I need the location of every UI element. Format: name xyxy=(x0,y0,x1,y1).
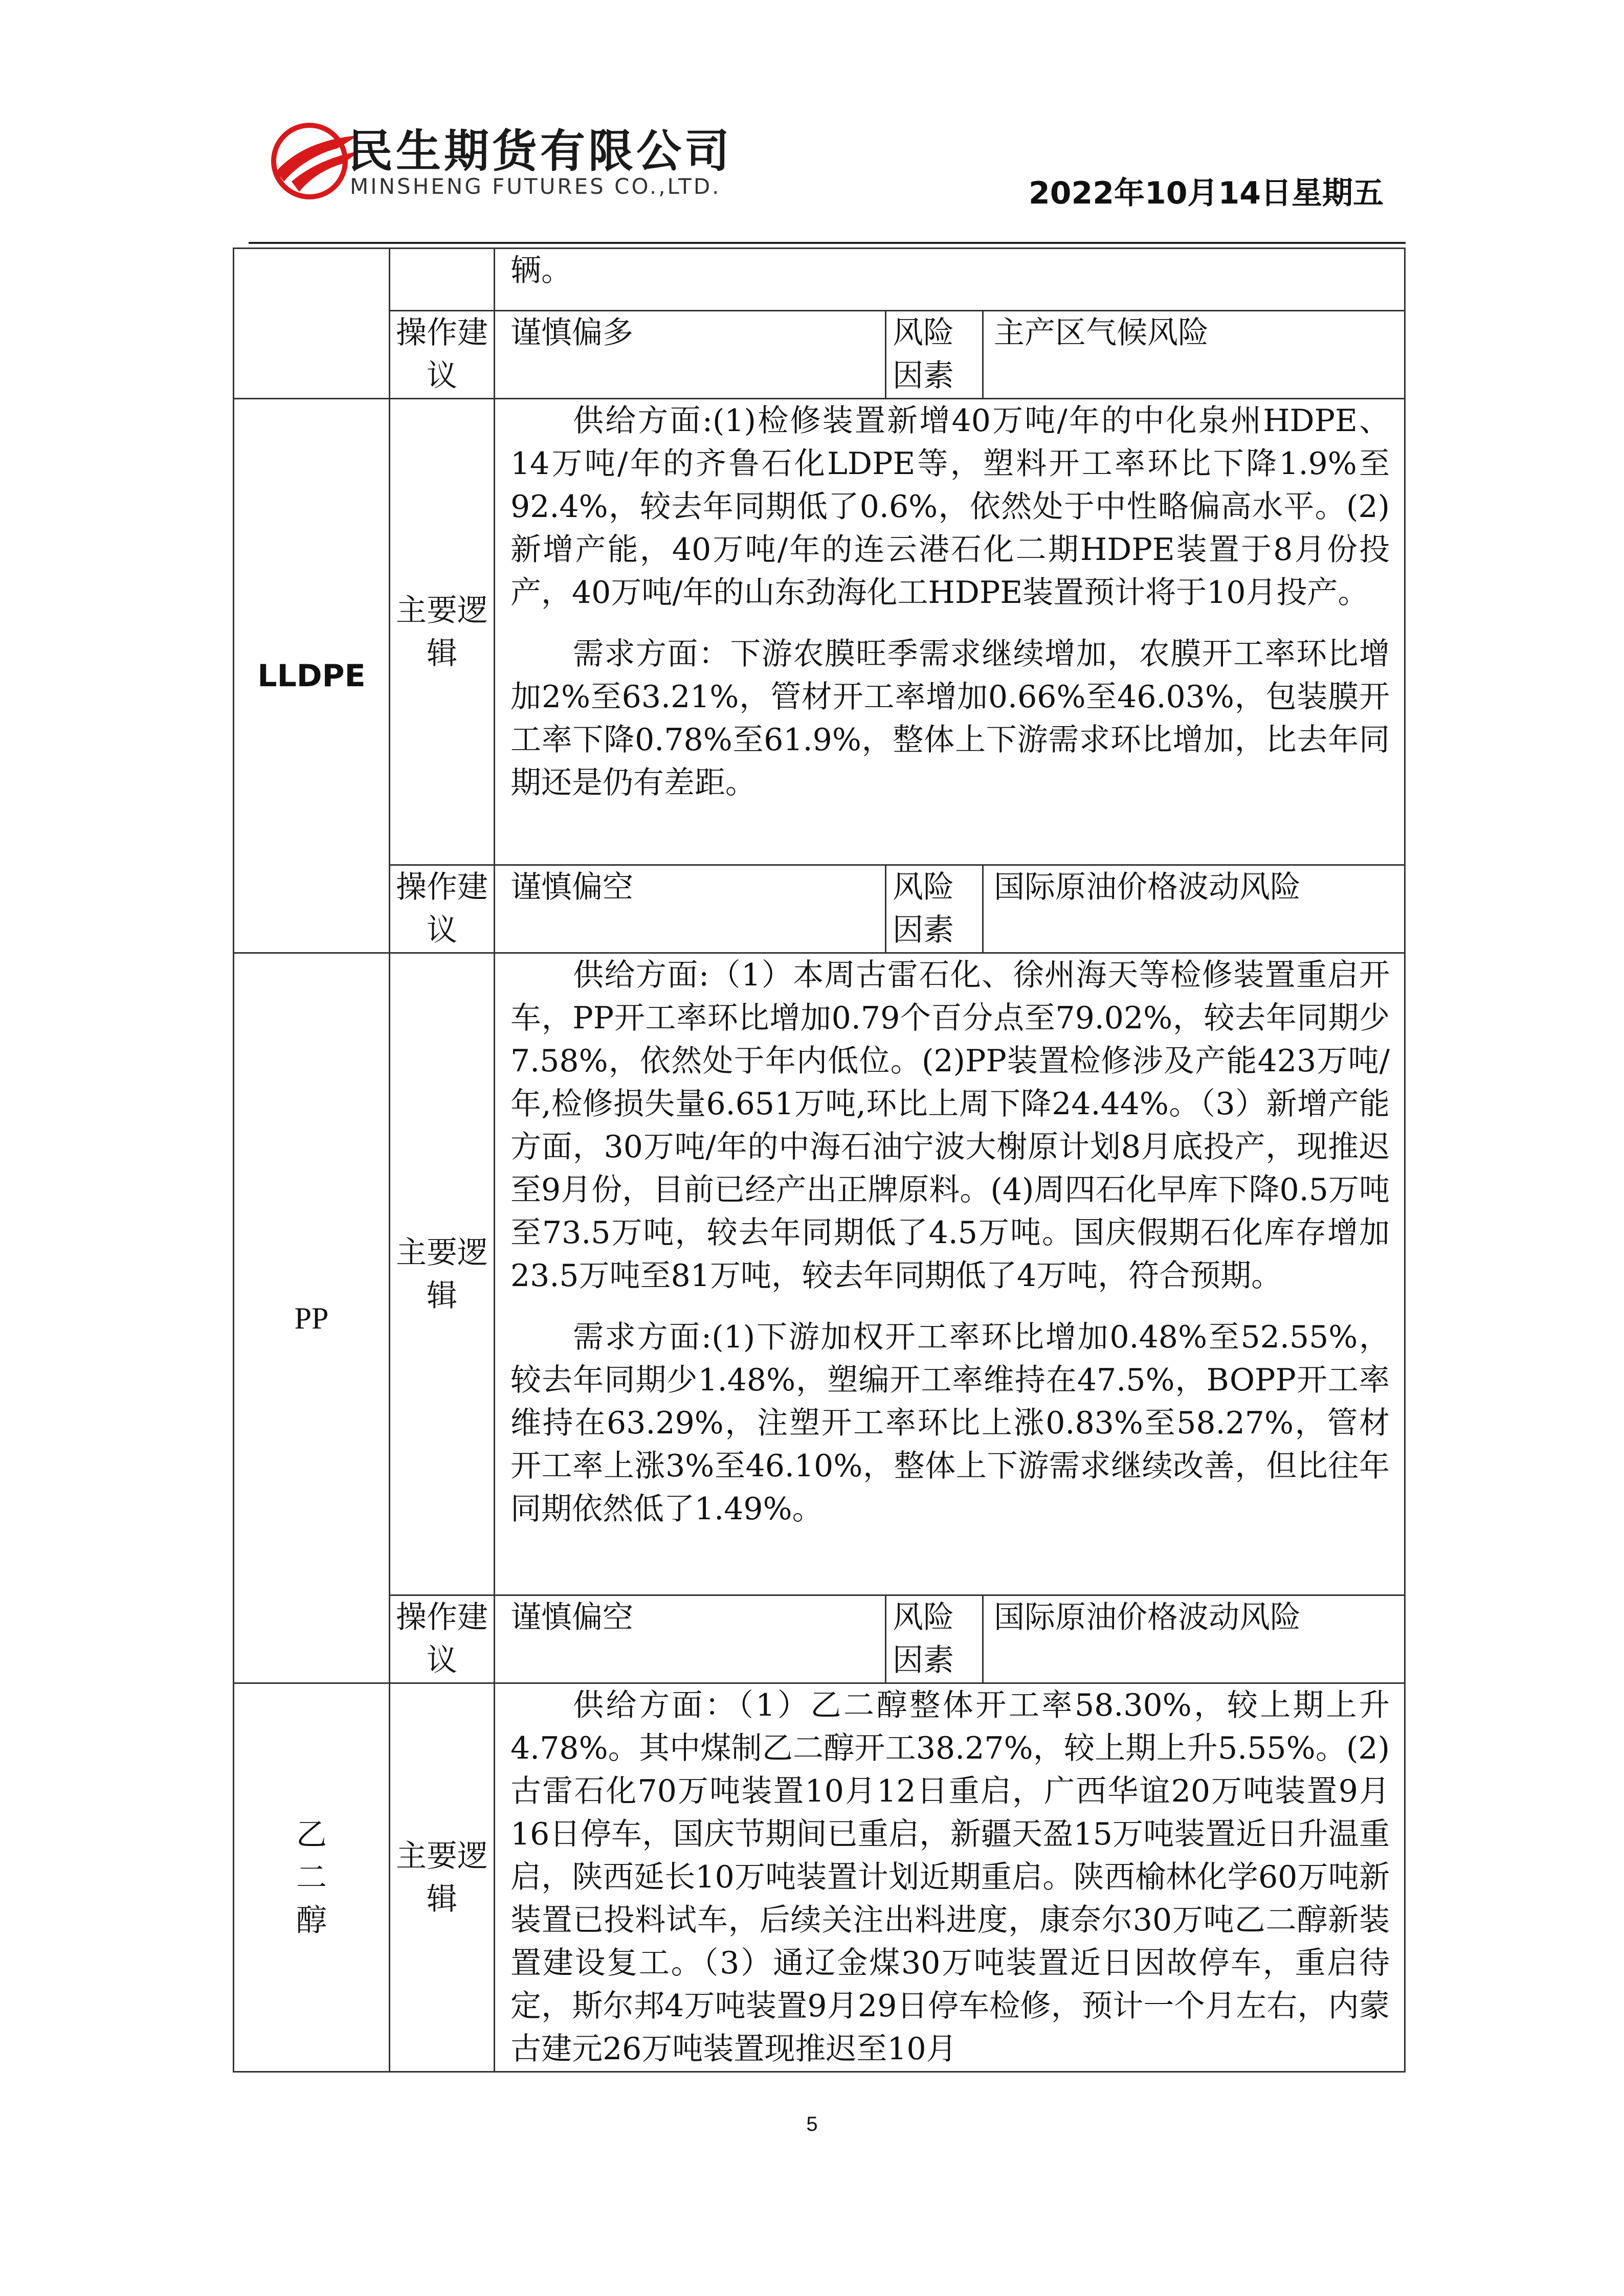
risk-label: 风险因素 xyxy=(886,1595,983,1683)
table-row xyxy=(234,865,1405,953)
op-label: 操作建议 xyxy=(390,865,495,953)
table-row xyxy=(234,1595,1405,1683)
op-value: 谨慎偏空 xyxy=(495,865,886,953)
logic-meg xyxy=(495,1683,1405,2072)
logic-continued xyxy=(495,249,1405,311)
category-pp: PP xyxy=(234,953,390,1683)
strategy-table xyxy=(233,247,1406,2073)
logic-label xyxy=(390,399,495,865)
report-date: 2022年10月14日星期五 xyxy=(1029,175,1384,211)
op-label: 操作建议 xyxy=(390,1595,495,1683)
label-cell-empty xyxy=(390,249,495,311)
supply-text: 供给方面：（1）乙二醇整体开工率58.30%，较上期上升4.78%。其中煤制乙二醇开工38.27%，较上期上升5.55%。(2)古雷石化70万吨装置10月12日重启，广西华谊20万吨装置9月16日停车，国庆节期间已重启，新疆天盈15万吨装置近日升温重启，陕西延长10万吨装置计划近期重启。陕西榆林化学60万吨新装置已投料试车，后续关注出料进度，康奈尔30万吨乙二醇新装置建设复工。（3）通辽金煤30万吨装置近日因故停车，重启待定，斯尔邦4万吨装置9月29日停车检修，预计一个月左右，内蒙古建元26万吨装置现推迟至10月 xyxy=(510,1687,1390,2067)
op-label: 操作建议 xyxy=(390,311,495,399)
demand-text: 需求方面:(1)下游加权开工率环比增加0.48%至52.55%，较去年同期少1.48%，塑编开工率维持在47.5%，BOPP开工率维持在63.29%，注塑开工率环比上涨0.83%至58.27%，管材开工率上涨3%至46.10%，整体上下游需求继续改善，但比往年同期依然低了1.49%。 xyxy=(510,1319,1390,1527)
logic-label-text: 主要逻辑 xyxy=(396,1234,488,1314)
category-lldpe: LLDPE xyxy=(234,399,390,953)
logic-text: 辆。 xyxy=(510,253,572,288)
risk-label: 风险因素 xyxy=(886,865,983,953)
table-row xyxy=(234,399,1405,865)
logic-lldpe xyxy=(495,399,1405,865)
risk-value: 国际原油价格波动风险 xyxy=(983,865,1405,953)
logic-label-text: 主要逻辑 xyxy=(396,1838,488,1917)
company-name-en: MINSHENG FUTURES CO.,LTD. xyxy=(350,174,721,199)
page-number: 5 xyxy=(806,2113,818,2135)
risk-value: 国际原油价格波动风险 xyxy=(983,1595,1405,1683)
logic-label xyxy=(390,1683,495,2072)
table-row xyxy=(234,311,1405,399)
table-row xyxy=(234,953,1405,1595)
page-header xyxy=(0,0,1624,245)
category-meg xyxy=(234,1683,390,2072)
header-divider xyxy=(249,242,1406,244)
supply-text: 供给方面:(1)检修装置新增40万吨/年的中化泉州HDPE、14万吨/年的齐鲁石化LDPE等，塑料开工率环比下降1.9%至92.4%，较去年同期低了0.6%，依然处于中性略偏高水平。(2)新增产能，40万吨/年的连云港石化二期HDPE装置于8月份投产，40万吨/年的山东劲海化工HDPE装置预计将于10月投产。 xyxy=(510,403,1390,611)
company-name-cn: 民生期货有限公司 xyxy=(348,125,733,177)
op-value: 谨慎偏空 xyxy=(495,1595,886,1683)
category-char: 二 xyxy=(296,1859,327,1896)
supply-text: 供给方面:（1）本周古雷石化、徐州海天等检修装置重启开车，PP开工率环比增加0.79个百分点至79.02%，较去年同期少7.58%，依然处于年内低位。(2)PP装置检修涉及产能423万吨/年,检修损失量6.651万吨,环比上周下降24.44%。（3）新增产能方面，30万吨/年的中海石油宁波大榭原计划8月底投产，现推迟至9月份，目前已经产出正牌原料。(4)周四石化早库下降0.5万吨至73.5万吨，较去年同期低了4.5万吨。国庆假期石化库存增加23.5万吨至81万吨，较去年同期低了4万吨，符合预期。 xyxy=(510,957,1390,1294)
logic-label-text: 主要逻辑 xyxy=(396,592,488,671)
op-value: 谨慎偏多 xyxy=(495,311,886,399)
category-cell-previous xyxy=(234,249,390,399)
table-row xyxy=(234,249,1405,311)
logic-pp xyxy=(495,953,1405,1595)
demand-text: 需求方面：下游农膜旺季需求继续增加，农膜开工率环比增加2%至63.21%，管材开工率增加0.66%至46.03%，包装膜开工率下降0.78%至61.9%，整体上下游需求环比增加，比去年同期还是仍有差距。 xyxy=(510,636,1390,801)
category-char: 乙 xyxy=(296,1816,327,1853)
category-char: 醇 xyxy=(296,1902,327,1939)
logic-label xyxy=(390,953,495,1595)
risk-label: 风险因素 xyxy=(886,311,983,399)
table-row xyxy=(234,1683,1405,2072)
risk-value: 主产区气候风险 xyxy=(983,311,1405,399)
